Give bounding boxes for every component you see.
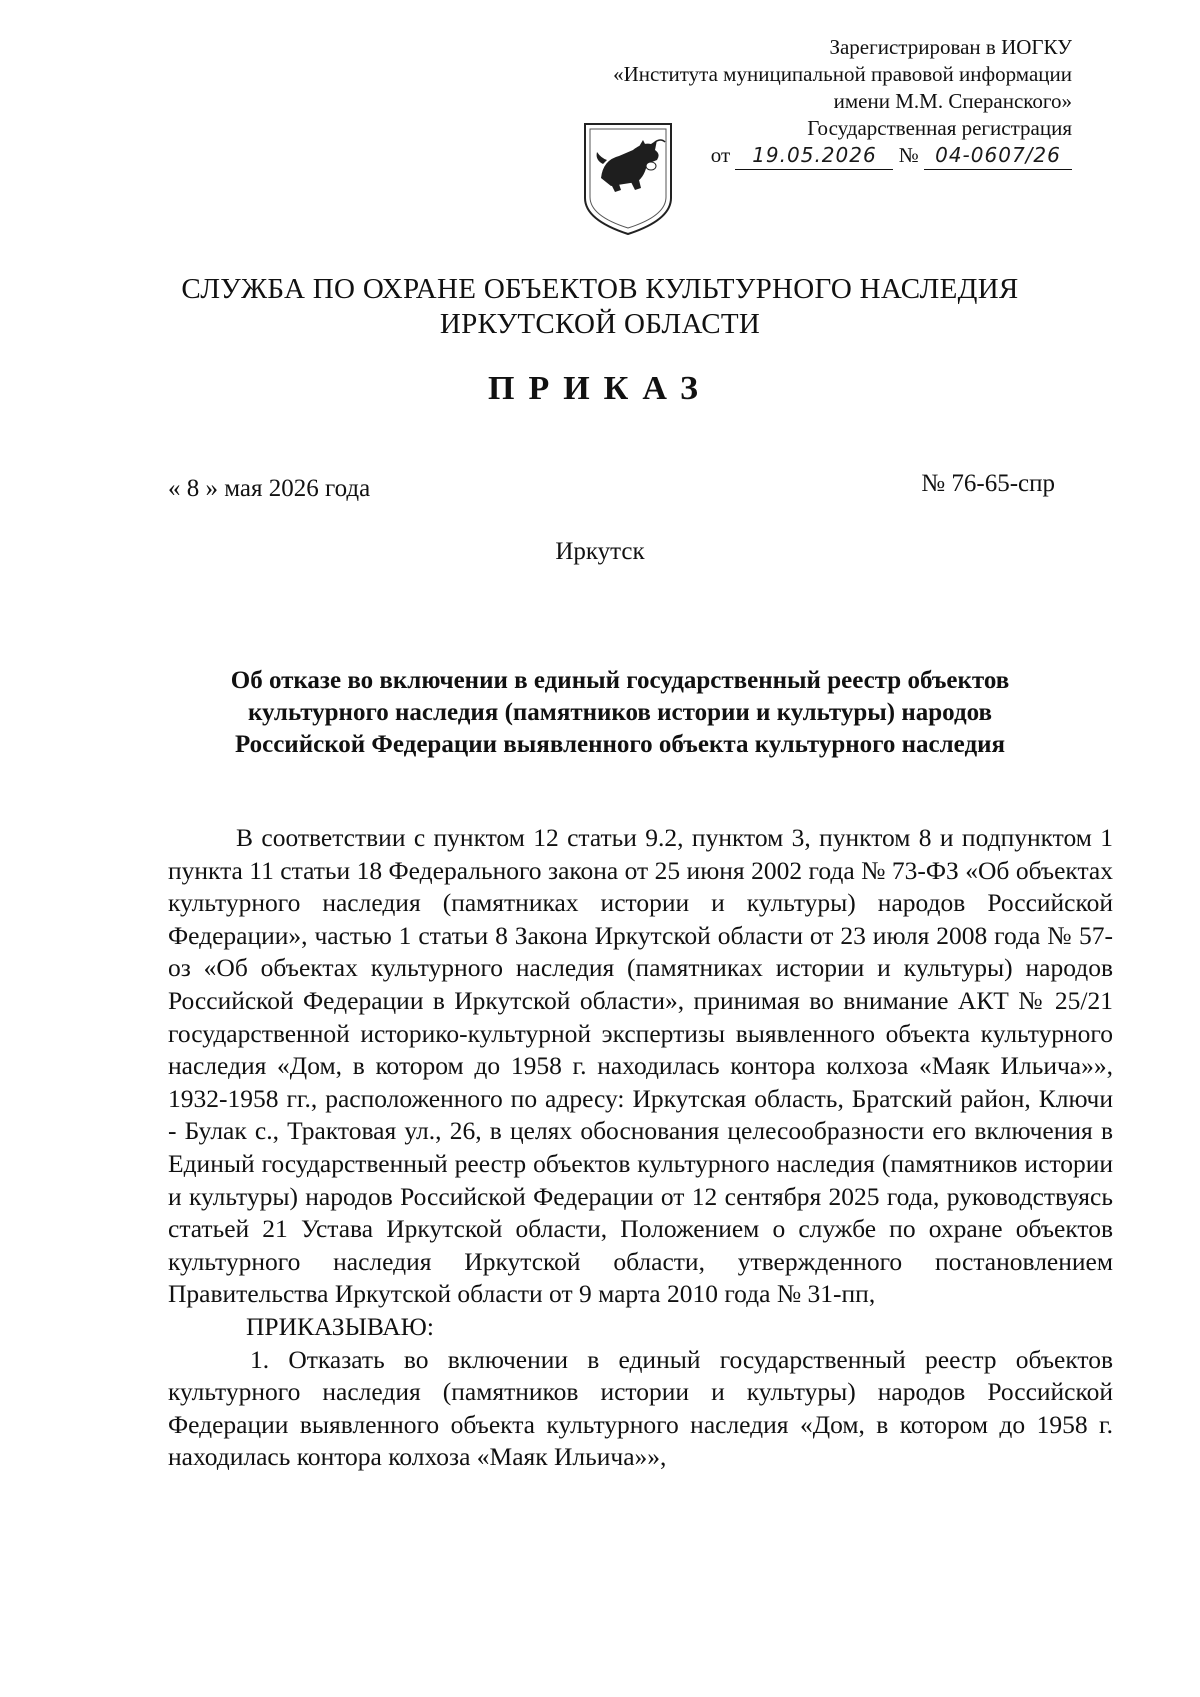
- document-city: Иркутск: [555, 538, 645, 565]
- organization-title-line-2: ИРКУТСКОЙ ОБЛАСТИ: [439, 308, 761, 340]
- organization-title-line-1: СЛУЖБА ПО ОХРАНЕ ОБЪЕКТОВ КУЛЬТУРНОГО НАСЛЕДИЯ: [181, 273, 1019, 305]
- subject-line-3: Российской Федерации выявленного объекта культурного наследия: [234, 731, 1006, 758]
- registration-line-3: имени М.М. Сперанского»: [833, 89, 1072, 113]
- registration-number: 04-0607/26: [924, 142, 1072, 170]
- registration-date: 19.05.2026: [735, 142, 893, 170]
- orders-heading: ПРИКАЗЫВАЮ:: [246, 1311, 434, 1341]
- document-body: [168, 822, 1113, 1474]
- irkutsk-coat-of-arms-icon: [581, 120, 675, 238]
- document-subject: [160, 665, 1080, 761]
- document-date: « 8 » мая 2026 года: [168, 475, 371, 502]
- order-item-1: 1. Отказать во включении в единый государственный реестр объектов культурного наследия (памятников истории и культуры) народов Российской Федерации выявленного объекта культурного наследия «Дом, в котором до 1958 г. находилась контора колхоза «Маяк Ильича»»,: [168, 1344, 1113, 1472]
- preamble-paragraph: В соответствии с пунктом 12 статьи 9.2, пунктом 3, пунктом 8 и подпунктом 1 пункта 11 статьи 18 Федерального закона от 25 июня 2002 года № 73-ФЗ «Об объектах культурного наследия (памятниках истории и культуры) народов Российской Федерации», частью 1 статьи 8 Закона Иркутской области от 23 июля 2008 года № 57-оз «Об объектах культурного наследия (памятниках истории и культуры) народов Российской Федерации в Иркутской области», принимая во внимание АКТ № 25/21 государственной историко-культурной экспертизы выявленного объекта культурного наследия «Дом, в котором до 1958 г. находилась контора колхоза «Маяк Ильича»», 1932-1958 гг., расположенного по адресу: Иркутская область, Братский район, Ключи - Булак с., Трактовая ул., 26, в целях обоснования целесообразности его включения в Единый государственный реестр объектов культурного наследия (памятников истории и культуры) народов Российской Федерации от 12 сентября 2025 года, руководствуясь статьей 21 Устава Иркутской области, Положением о службе по охране объектов культурного наследия Иркутской области, утвержденного постановлением Правительства Иркутской области от 9 марта 2010 года № 31-пп,: [168, 823, 1113, 1309]
- registration-stamp: [472, 34, 1072, 170]
- registration-line-1: Зарегистрирован в ИОГКУ: [829, 35, 1072, 59]
- document-kind: ПРИКАЗ: [488, 370, 712, 407]
- organization-title: [150, 272, 1050, 342]
- registration-date-number: [472, 142, 1072, 170]
- registration-date-prefix: от: [710, 143, 731, 167]
- document-number: № 76-65-спр: [921, 470, 1055, 497]
- registration-line-4: Государственная регистрация: [807, 116, 1072, 140]
- registration-number-prefix: №: [898, 143, 919, 167]
- registration-line-2: «Института муниципальной правовой информации: [613, 62, 1072, 86]
- subject-line-1: Об отказе во включении в единый государственный реестр объектов: [230, 667, 1010, 694]
- subject-line-2: культурного наследия (памятников истории и культуры) народов: [247, 699, 992, 726]
